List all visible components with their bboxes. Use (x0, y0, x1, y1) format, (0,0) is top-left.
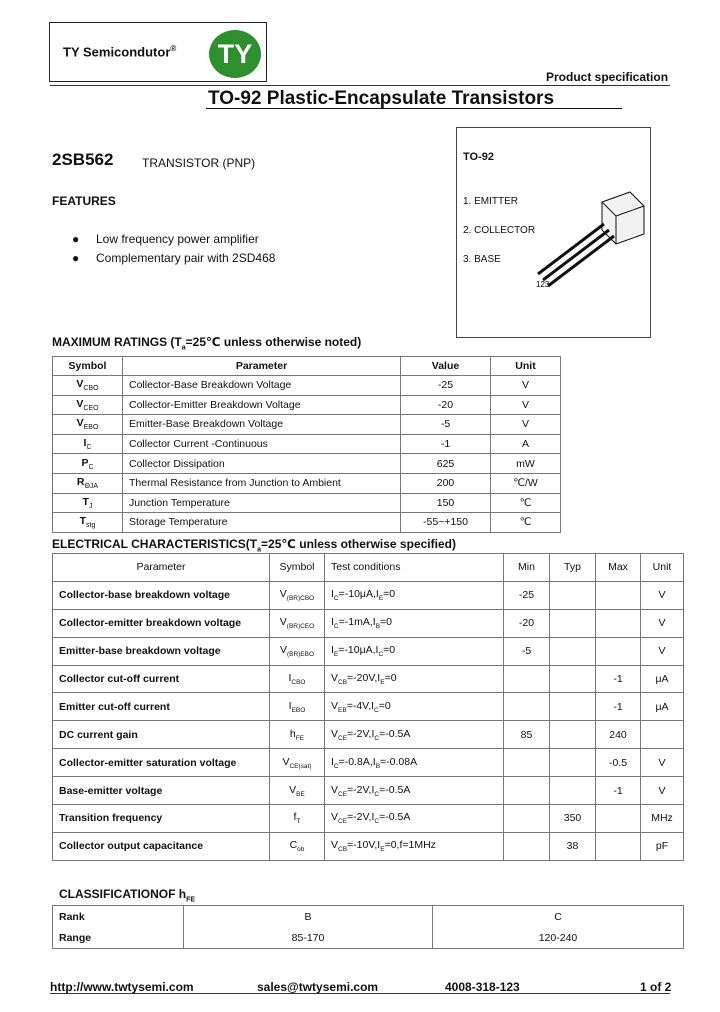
svg-text:123: 123 (536, 280, 550, 289)
table-row (53, 513, 561, 533)
max-cell (596, 609, 641, 637)
symbol-cell: $V_{(BR)CBO}$ (270, 581, 325, 609)
parameter-cell: Collector Dissipation (123, 454, 401, 474)
unit-cell: ℃ (491, 513, 561, 533)
max-cell (596, 832, 641, 860)
unit-cell: V (641, 581, 684, 609)
parameter-cell: Collector output capacitance (53, 832, 270, 860)
header-divider (50, 85, 670, 86)
condition-cell: $I_C=-10\mu A,I_E=0$ (325, 581, 504, 609)
unit-cell: mW (491, 454, 561, 474)
part-type: TRANSISTOR (PNP) (142, 156, 256, 170)
min-cell (504, 693, 550, 721)
parameter-cell: Thermal Resistance from Junction to Ambient (123, 473, 401, 493)
unit-cell: V (641, 609, 684, 637)
max-cell: -1 (596, 693, 641, 721)
value-cell: 625 (401, 454, 491, 474)
feature-item: ● Low frequency power amplifier (72, 232, 259, 246)
unit-cell: μA (641, 693, 684, 721)
to92-package-icon (530, 190, 646, 300)
symbol-cell: $I_{CBO}$ (270, 665, 325, 693)
value-cell: -1 (401, 434, 491, 454)
table-row (53, 777, 684, 805)
unit-cell: ℃ (491, 493, 561, 513)
max-cell (596, 581, 641, 609)
typ-cell (550, 609, 596, 637)
table-row (53, 434, 561, 454)
pin-label: 2. COLLECTOR (463, 225, 536, 236)
condition-cell: $I_E=-10\mu A,I_C=0$ (325, 637, 504, 665)
min-cell: 85 (504, 721, 550, 749)
parameter-cell: Collector-emitter saturation voltage (53, 749, 270, 777)
electrical-table (52, 553, 684, 861)
table-row (53, 395, 561, 415)
footer-divider (50, 993, 670, 994)
pin-label: 3. BASE (463, 254, 501, 265)
value-cell: 150 (401, 493, 491, 513)
min-cell (504, 749, 550, 777)
part-number: 2SB562 (52, 150, 114, 169)
symbol-cell: $T_J$ (53, 493, 123, 513)
condition-cell: $V_{CB}=-20V,I_E=0$ (325, 665, 504, 693)
typ-cell (550, 693, 596, 721)
logo-badge-icon: TY (209, 30, 261, 78)
unit-cell: μA (641, 665, 684, 693)
symbol-cell: $I_C$ (53, 434, 123, 454)
max-cell (596, 637, 641, 665)
table-row (53, 454, 561, 474)
condition-cell: $V_{CE}=-2V,I_C=-0.5A$ (325, 805, 504, 833)
condition-cell: $V_{CE}=-2V,I_C=-0.5A$ (325, 721, 504, 749)
typ-cell: 350 (550, 805, 596, 833)
parameter-cell: Transition frequency (53, 805, 270, 833)
symbol-cell: $I_{EBO}$ (270, 693, 325, 721)
unit-cell (641, 721, 684, 749)
symbol-cell: $V_{(BR)EBO}$ (270, 637, 325, 665)
parameter-cell: Collector-Base Breakdown Voltage (123, 376, 401, 396)
max-ratings-heading: MAXIMUM RATINGS ($T_a=25℃$ unless otherwise noted) (52, 335, 362, 352)
unit-cell: A (491, 434, 561, 454)
parameter-cell: Collector cut-off current (53, 665, 270, 693)
max-cell: -0.5 (596, 749, 641, 777)
min-cell (504, 777, 550, 805)
parameter-cell: Collector-base breakdown voltage (53, 581, 270, 609)
title-underline (206, 108, 622, 109)
table-row (53, 493, 561, 513)
value-cell: -20 (401, 395, 491, 415)
typ-cell (550, 777, 596, 805)
table-row (53, 749, 684, 777)
unit-cell: V (491, 376, 561, 396)
footer-phone: 4008-318-123 (445, 980, 520, 994)
parameter-cell: Junction Temperature (123, 493, 401, 513)
max-cell: -1 (596, 777, 641, 805)
typ-cell (550, 665, 596, 693)
table-row (53, 693, 684, 721)
value-cell: -55~+150 (401, 513, 491, 533)
table-row (53, 473, 561, 493)
features-heading: FEATURES (52, 194, 116, 208)
pin-label: 1. EMITTER (463, 196, 519, 207)
value-cell: 200 (401, 473, 491, 493)
parameter-cell: Collector Current -Continuous (123, 434, 401, 454)
unit-cell: MHz (641, 805, 684, 833)
unit-cell: ℃/W (491, 473, 561, 493)
table-row (53, 376, 561, 396)
footer-website-link[interactable]: http://www.twtysemi.com (50, 980, 194, 994)
min-cell: -20 (504, 609, 550, 637)
package-name: TO-92 (463, 151, 494, 163)
min-cell (504, 805, 550, 833)
value-cell: -25 (401, 376, 491, 396)
unit-cell: V (641, 637, 684, 665)
symbol-cell: $f_T$ (270, 805, 325, 833)
unit-cell: V (491, 415, 561, 435)
company-name: TY Semicondutor® (63, 44, 177, 60)
typ-cell (550, 581, 596, 609)
table-row (53, 665, 684, 693)
table-header-row: Parameter Symbol Test conditions Min Typ Max Unit (53, 554, 684, 582)
symbol-cell: $T_{stg}$ (53, 513, 123, 533)
table-row (53, 832, 684, 860)
max-cell: -1 (596, 665, 641, 693)
condition-cell: $I_C=-0.8A,I_B=-0.08A$ (325, 749, 504, 777)
parameter-cell: DC current gain (53, 721, 270, 749)
table-row (53, 637, 684, 665)
classification-table (52, 905, 684, 949)
value-cell: -5 (401, 415, 491, 435)
symbol-cell: $h_{FE}$ (270, 721, 325, 749)
condition-cell: $I_C=-1mA,I_B=0$ (325, 609, 504, 637)
typ-cell (550, 637, 596, 665)
table-header-row: Symbol Parameter Value Unit (53, 357, 561, 376)
table-row (53, 721, 684, 749)
min-cell (504, 832, 550, 860)
symbol-cell: $R_{\Theta JA}$ (53, 473, 123, 493)
classification-heading: CLASSIFICATIONOF $h_{FE}$ (59, 887, 196, 904)
min-cell: -25 (504, 581, 550, 609)
unit-cell: V (641, 749, 684, 777)
parameter-cell: Emitter-Base Breakdown Voltage (123, 415, 401, 435)
parameter-cell: Collector-emitter breakdown voltage (53, 609, 270, 637)
parameter-cell: Collector-Emitter Breakdown Voltage (123, 395, 401, 415)
page-number: 1 of 2 (640, 980, 672, 994)
min-cell: -5 (504, 637, 550, 665)
max-ratings-table (52, 356, 561, 533)
parameter-cell: Storage Temperature (123, 513, 401, 533)
document-title: TO-92 Plastic-Encapsulate Transistors (208, 88, 555, 109)
symbol-cell: $V_{BE}$ (270, 777, 325, 805)
typ-cell (550, 721, 596, 749)
condition-cell: $V_{CE}=-2V,I_C=-0.5A$ (325, 777, 504, 805)
symbol-cell: $V_{EBO}$ (53, 415, 123, 435)
symbol-cell: $P_C$ (53, 454, 123, 474)
symbol-cell: $C_{ob}$ (270, 832, 325, 860)
table-row (53, 415, 561, 435)
unit-cell: V (491, 395, 561, 415)
table-row: Range 85-170 120-240 (53, 927, 684, 949)
max-cell: 240 (596, 721, 641, 749)
unit-cell: V (641, 777, 684, 805)
condition-cell: $V_{CB}=-10V,I_E=0,f=1MHz$ (325, 832, 504, 860)
typ-cell (550, 749, 596, 777)
product-spec-label: Product specification (546, 70, 669, 84)
table-row (53, 609, 684, 637)
parameter-cell: Emitter-base breakdown voltage (53, 637, 270, 665)
symbol-cell: $V_{CEO}$ (53, 395, 123, 415)
unit-cell: pF (641, 832, 684, 860)
table-row (53, 805, 684, 833)
typ-cell: 38 (550, 832, 596, 860)
symbol-cell: $V_{(BR)CEO}$ (270, 609, 325, 637)
parameter-cell: Base-emitter voltage (53, 777, 270, 805)
symbol-cell: $V_{CBO}$ (53, 376, 123, 396)
condition-cell: $V_{EB}=-4V,I_C=0$ (325, 693, 504, 721)
table-row (53, 581, 684, 609)
parameter-cell: Emitter cut-off current (53, 693, 270, 721)
symbol-cell: $V_{CE(sat)}$ (270, 749, 325, 777)
feature-item: ● Complementary pair with 2SD468 (72, 251, 276, 265)
table-row: Rank B C (53, 906, 684, 928)
electrical-heading: ELECTRICAL $CHARACTERISTICS(T_a=25℃$ unless otherwise specified) (52, 537, 456, 554)
min-cell (504, 665, 550, 693)
max-cell (596, 805, 641, 833)
footer-email-link[interactable]: sales@twtysemi.com (257, 980, 379, 994)
